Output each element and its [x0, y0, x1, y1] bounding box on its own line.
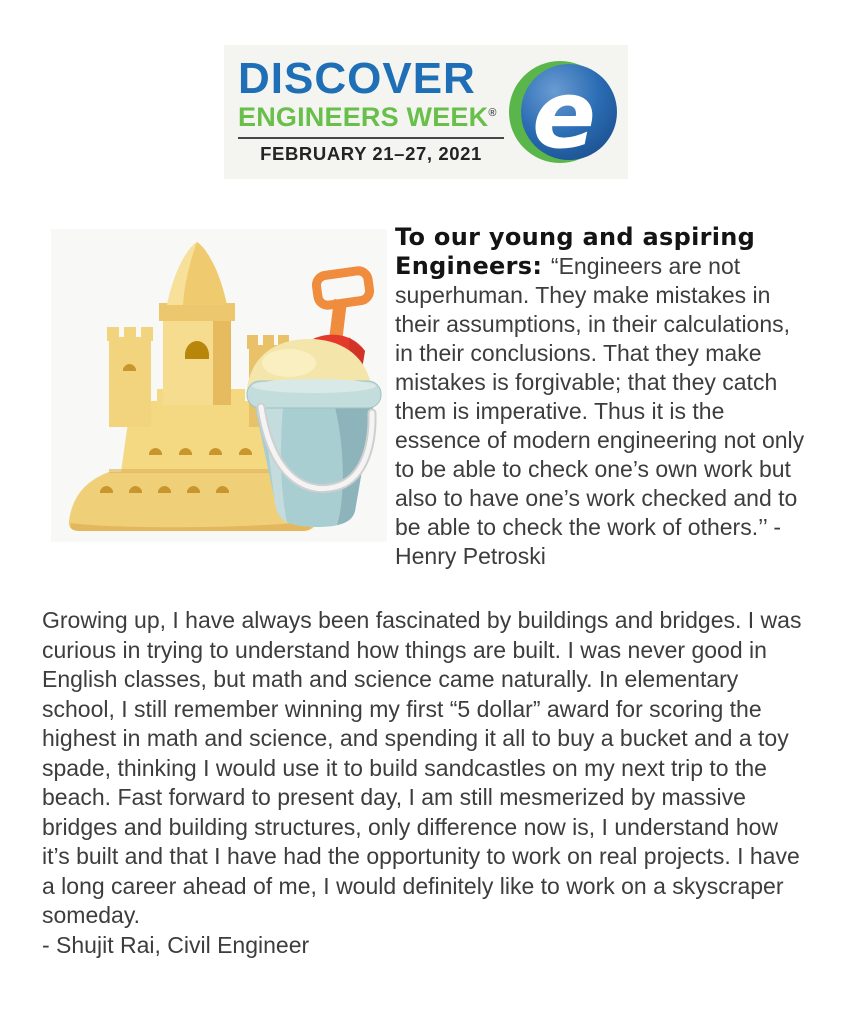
logo-engineers-week-label: ENGINEERS WEEK — [238, 101, 489, 132]
logo-text — [238, 54, 504, 165]
logo-divider-line — [238, 137, 504, 139]
quote-heading: To our young and aspiring Engineers: — [395, 223, 756, 280]
registered-trademark-symbol: ® — [488, 106, 497, 119]
bio-signature: - Shujit Rai, Civil Engineer — [42, 931, 310, 958]
sandcastle-illustration — [51, 229, 387, 542]
logo-block — [42, 45, 810, 179]
globe-letter-e: e — [532, 61, 596, 169]
quote-body: “Engineers are not superhuman. They make mistakes in their assumptions, in their calculations, in their conclusions. That they make mistakes is forgivable; that they catch them is imperative. Thus it is the essence of modern engineering not only to be able to check one’s own work but also to have one’s work checked and to be able to check the work of others.’’ — [395, 253, 805, 540]
eweek-globe-icon — [508, 55, 620, 169]
logo-engineers-week-text — [238, 102, 504, 132]
engineers-week-logo — [224, 45, 628, 179]
logo-discover-text: DISCOVER — [238, 54, 476, 103]
quote-section — [42, 223, 810, 571]
bio-paragraph: Growing up, I have always been fascinated by buildings and bridges. I was curious in trying to understand how things are built. I was never good in English classes, but math and science came naturally. In elementary school, I still remember winning my first “5 dollar” award for scoring the highest in math and science, and spending it all to buy a bucket and a toy spade, thinking I would use it to build sandcastles on my next trip to the beach. Fast forward to present day, I am still mesmerized by massive bridges and building structures, only difference now is, I understand how it’s built and that I have had the opportunity to work on real projects. I have a long career ahead of me, I would definitely like to work on a skyscraper someday. — [42, 607, 802, 928]
quote-attribution: - Henry Petroski — [395, 514, 782, 569]
logo-date-text: FEBRUARY 21–27, 2021 — [260, 143, 482, 165]
